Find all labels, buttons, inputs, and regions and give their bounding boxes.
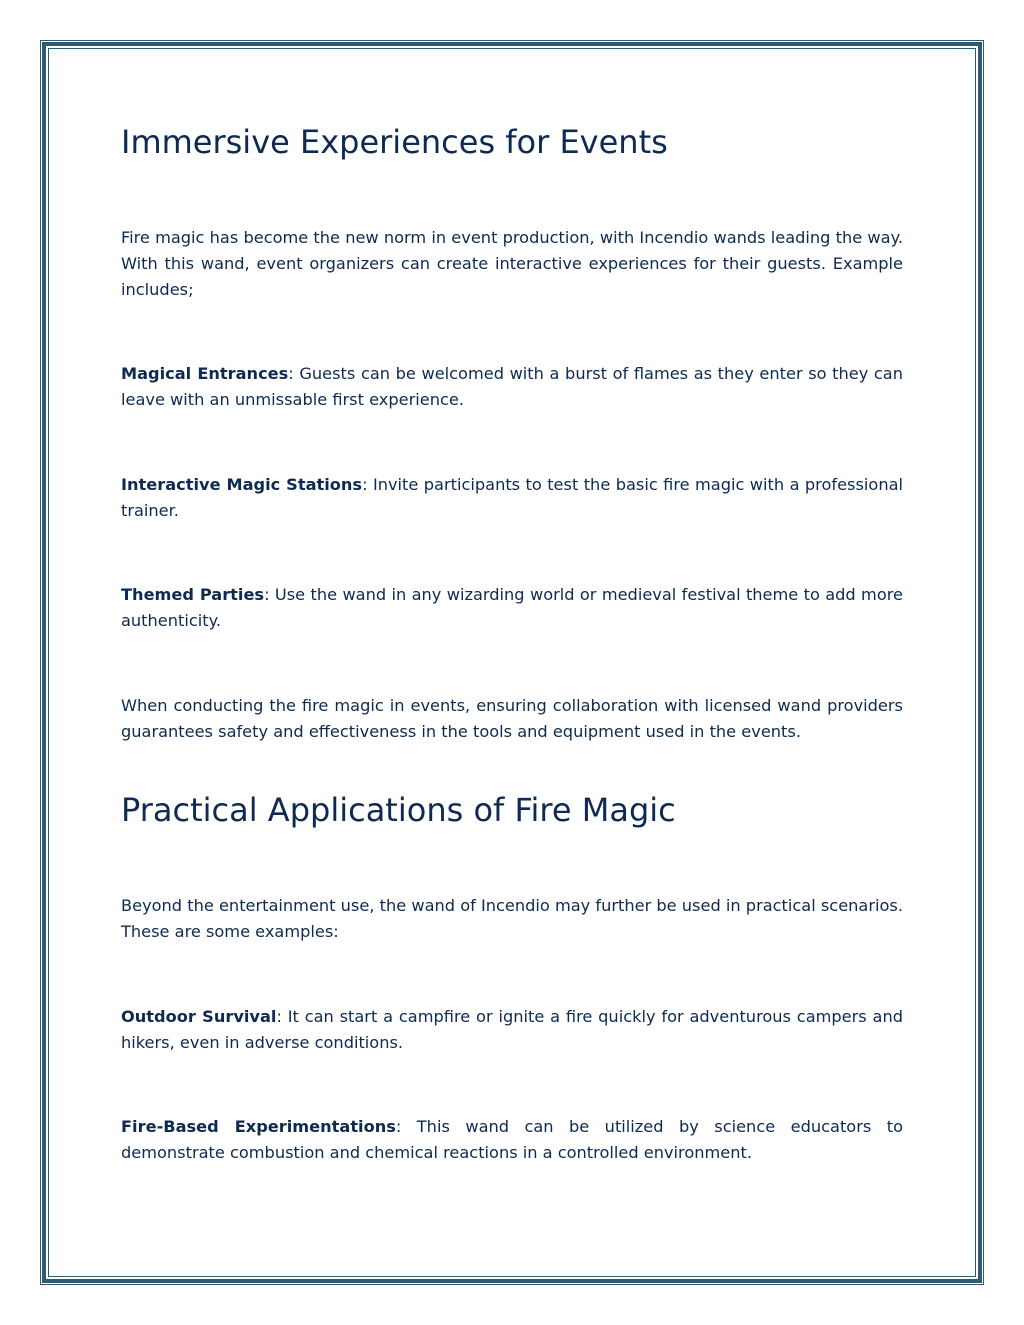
- section-heading-practical-applications: Practical Applications of Fire Magic: [121, 791, 676, 829]
- list-item-themed-parties: [121, 582, 903, 634]
- list-item-magical-entrances: [121, 361, 903, 413]
- item-text: : Invite participants to test the basic fire magic with a professional trainer.: [121, 475, 903, 520]
- item-term: Outdoor Survival: [121, 1007, 277, 1026]
- intro-paragraph: Beyond the entertainment use, the wand of Incendio may further be used in practical scenarios. These are some examples:: [121, 896, 903, 941]
- item-term: Fire-Based Experimentations: [121, 1117, 396, 1136]
- section-heading-immersive-experiences: Immersive Experiences for Events: [121, 123, 668, 161]
- list-item-interactive-magic-stations: [121, 472, 903, 524]
- item-term: Interactive Magic Stations: [121, 475, 363, 494]
- list-item-fire-based-experimentations: [121, 1114, 903, 1166]
- list-item-outdoor-survival: [121, 1004, 903, 1056]
- intro-paragraph: Fire magic has become the new norm in event production, with Incendio wands leading the way. With this wand, event organizers can create interactive experiences for their guests. Example includes;: [121, 228, 903, 299]
- item-text: : It can start a campfire or ignite a fire quickly for adventurous campers and hikers, even in adverse conditions.: [121, 1007, 903, 1052]
- item-text: : Use the wand in any wizarding world or medieval festival theme to add more authenticity.: [121, 585, 903, 630]
- item-term: Themed Parties: [121, 585, 265, 604]
- item-text: : This wand can be utilized by science educators to demonstrate combustion and chemical reactions in a controlled environment.: [121, 1117, 903, 1162]
- item-text: : Guests can be welcomed with a burst of flames as they enter so they can leave with an unmissable first experience.: [121, 364, 903, 409]
- closing-paragraph: When conducting the fire magic in events, ensuring collaboration with licensed wand providers guarantees safety and effectiveness in the tools and equipment used in the events.: [121, 696, 903, 741]
- item-term: Magical Entrances: [121, 364, 289, 383]
